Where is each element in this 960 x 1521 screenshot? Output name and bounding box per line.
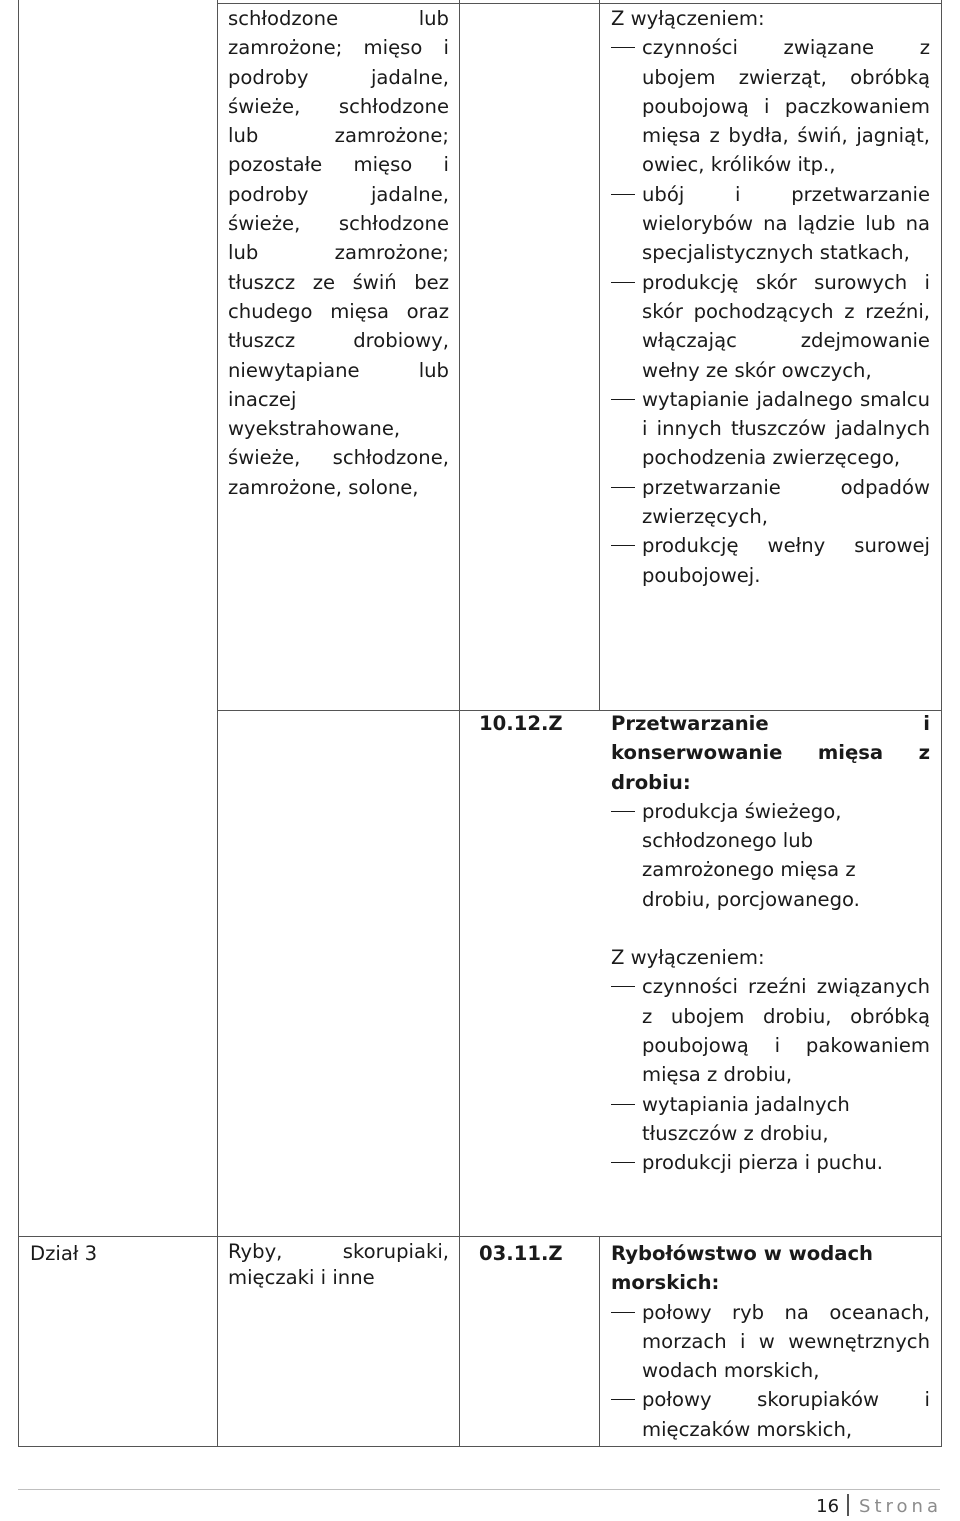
poultry-description [611,709,930,1177]
column-divider-1 [217,1236,218,1447]
list-item: produkcja świeżego, schłodzonego lub zamrożonego mięsa z drobiu, porcjowanego. [611,797,930,914]
table-border-right [941,0,942,1447]
fishing-title: Rybołówstwo w wodach morskich: [611,1242,874,1295]
column-divider-3-top [599,0,600,710]
dash-bullet [611,1312,635,1313]
list-item: przetwarzanie odpadów zwierzęcych, [611,473,930,532]
poultry-code: 10.12.Z [479,712,563,735]
list-item: wytapianie jadalnego smalcu i innych tłuszczów jadalnych pochodzenia zwierzęcego, [611,385,930,473]
page-number: 16 [816,1496,840,1517]
footer-separator [847,1494,849,1516]
page-footer [816,1494,942,1520]
dash-bullet [611,986,635,987]
fishing-description [611,1239,930,1444]
list-item: połowy skorupiaków i mięczaków morskich, [611,1385,930,1444]
list-item: połowy ryb na oceanach, morzach i w wewnętrznych wodach morskich, [611,1298,930,1386]
table-border-left [18,0,19,1447]
exclusion-heading: Z wyłączeniem: [611,7,765,30]
poultry-title: Przetwarzanie i konserwowanie mięsa z drobiu: [611,712,930,794]
dash-bullet [611,545,635,546]
footer-rule [18,1489,940,1490]
division-label: Dział 3 [30,1242,98,1265]
dash-bullet [611,1162,635,1163]
dash-bullet [611,399,635,400]
division-name: Ryby, skorupiaki, mięczaki i inne [228,1240,449,1289]
dash-bullet [611,487,635,488]
list-item: wytapiania jadalnych tłuszczów z drobiu, [611,1090,930,1149]
dash-bullet [611,47,635,48]
page-word: Strona [859,1496,942,1517]
dash-bullet [611,194,635,195]
product-description: schłodzone lub zamrożone; mięso i podroby jadalne, świeże, schłodzone lub zamrożone; pozostałe mięso i podroby jadalne, świeże, schłodzone lub zamrożone; tłuszcz ze świń bez chudego mięsa oraz tłuszcz drobiowy, niewytapiane lub inaczej wyekstrahowane, świeże, schłodzone, zamrożone, solone, [228,7,449,499]
exclusion-heading: Z wyłączeniem: [611,946,765,970]
dash-bullet [611,811,635,812]
list-item: czynności związane z ubojem zwierząt, obróbką poubojową i paczkowaniem mięsa z bydła, świń, jagniąt, owiec, królików itp., [611,33,930,179]
meat-exclusions [611,4,930,590]
dash-bullet [611,1399,635,1400]
list-item: produkcję skór surowych i skór pochodzących z rzeźni, włączając zdejmowanie wełny ze skór owczych, [611,268,930,385]
dash-bullet [611,1104,635,1105]
list-item: czynności rzeźni związanych z ubojem drobiu, obróbką poubojową i pakowaniem mięsa z drobiu, [611,972,930,1089]
list-item: produkcję wełny surowej poubojowej. [611,531,930,590]
column-divider-1-top [217,0,218,1236]
fishing-code: 03.11.Z [479,1242,563,1265]
list-item: produkcji pierza i puchu. [611,1148,930,1177]
column-divider-2 [459,0,460,1447]
dash-bullet [611,282,635,283]
row-divider-section3 [18,1236,941,1237]
column-divider-3 [599,1236,600,1447]
table-border-bottom [18,1446,941,1447]
list-item: ubój i przetwarzanie wielorybów na lądzie lub na specjalistycznych statkach, [611,180,930,268]
